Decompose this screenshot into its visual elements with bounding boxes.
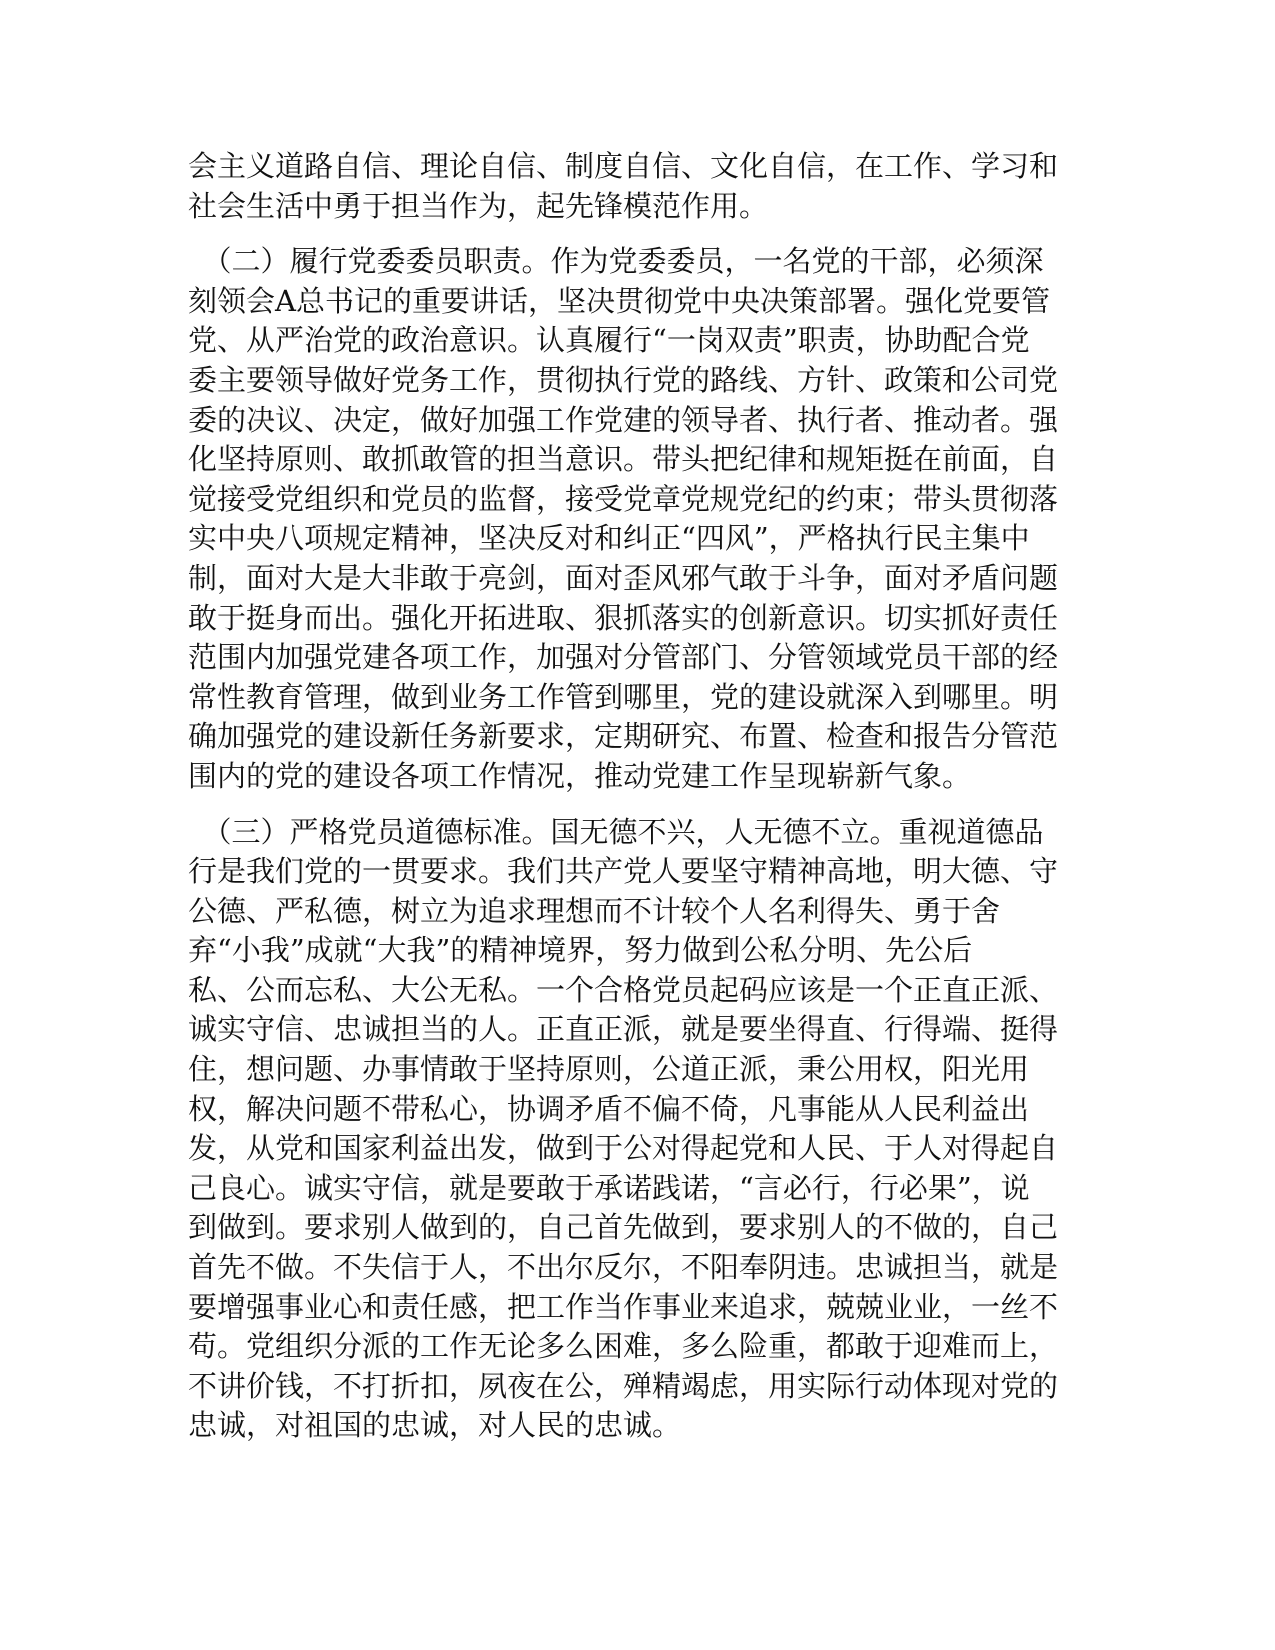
text-line: 首先不做。不失信于人，不出尔反尔，不阳奉阴违。忠诚担当，就是	[188, 1250, 1059, 1285]
text-line: 弃“小我”成就“大我”的精神境界，努力做到公私分明、先公后	[188, 933, 973, 968]
text-line: 权，解决问题不带私心，协调矛盾不偏不倚，凡事能从人民利益出	[188, 1091, 1030, 1126]
text-line: 确加强党的建设新任务新要求，定期研究、布置、检查和报告分管范	[188, 719, 1059, 754]
text-line: 社会生活中勇于担当作为，起先锋模范作用。	[188, 188, 769, 223]
text-line: 常性教育管理，做到业务工作管到哪里，党的建设就深入到哪里。明	[188, 679, 1059, 714]
text-line: 敢于挺身而出。强化开拓进取、狠抓落实的创新意识。切实抓好责任	[188, 600, 1059, 635]
text-line: 制，面对大是大非敢于亮剑，面对歪风邪气敢于斗争，面对矛盾问题	[188, 560, 1059, 595]
text-line: 己良心。诚实守信，就是要敢于承诺践诺，“言必行，行必果”，说	[188, 1170, 1030, 1205]
text-line: 刻领会A总书记的重要讲话，坚决贯彻党中央决策部署。强化党要管	[188, 283, 1050, 318]
document-body	[188, 147, 1068, 1446]
text-line: 不讲价钱，不打折扣，夙夜在公，殚精竭虑，用实际行动体现对党的	[188, 1368, 1059, 1403]
text-line: 实中央八项规定精神，坚决反对和纠正“四风”，严格执行民主集中	[188, 521, 1030, 556]
text-line: 苟。党组织分派的工作无论多么困难，多么险重，都敢于迎难而上，	[188, 1329, 1059, 1364]
text-line: 到做到。要求别人做到的，自己首先做到，要求别人的不做的，自己	[188, 1210, 1059, 1245]
paragraph-3	[188, 813, 1068, 1447]
text-line: 围内的党的建设各项工作情况，推动党建工作呈现崭新气象。	[188, 758, 972, 793]
text-line: 党、从严治党的政治意识。认真履行“一岗双责”职责，协助配合党	[188, 323, 1030, 358]
text-line: 公德、严私德，树立为追求理想而不计较个人名利得失、勇于舍	[188, 893, 1001, 928]
text-line: 委的决议、决定，做好加强工作党建的领导者、执行者、推动者。强	[188, 402, 1059, 437]
text-line: 忠诚，对祖国的忠诚，对人民的忠诚。	[188, 1408, 682, 1443]
text-line: （二）履行党委委员职责。作为党委委员，一名党的干部，必须深	[188, 244, 1044, 279]
text-line: 私、公而忘私、大公无私。一个合格党员起码应该是一个正直正派、	[188, 972, 1059, 1007]
text-line: 委主要领导做好党务工作，贯彻执行党的路线、方针、政策和公司党	[188, 362, 1059, 397]
text-line: （三）严格党员道德标准。国无德不兴，人无德不立。重视道德品	[188, 814, 1044, 849]
text-line: 诚实守信、忠诚担当的人。正直正派，就是要坐得直、行得端、挺得	[188, 1012, 1059, 1047]
text-line: 觉接受党组织和党员的监督，接受党章党规党纪的约束；带头贯彻落	[188, 481, 1059, 516]
paragraph-2	[188, 242, 1068, 796]
text-line: 要增强事业心和责任感，把工作当作事业来追求，兢兢业业，一丝不	[188, 1289, 1059, 1324]
text-line: 范围内加强党建各项工作，加强对分管部门、分管领域党员干部的经	[188, 640, 1059, 675]
text-line: 会主义道路自信、理论自信、制度自信、文化自信，在工作、学习和	[188, 149, 1059, 183]
text-line: 行是我们党的一贯要求。我们共产党人要坚守精神高地，明大德、守	[188, 854, 1059, 889]
paragraph-1	[188, 147, 1068, 226]
text-line: 住，想问题、办事情敢于坚持原则，公道正派，秉公用权，阳光用	[188, 1052, 1030, 1087]
text-line: 发，从党和国家利益出发，做到于公对得起党和人民、于人对得起自	[188, 1131, 1059, 1166]
text-line: 化坚持原则、敢抓敢管的担当意识。带头把纪律和规矩挺在前面，自	[188, 442, 1059, 477]
